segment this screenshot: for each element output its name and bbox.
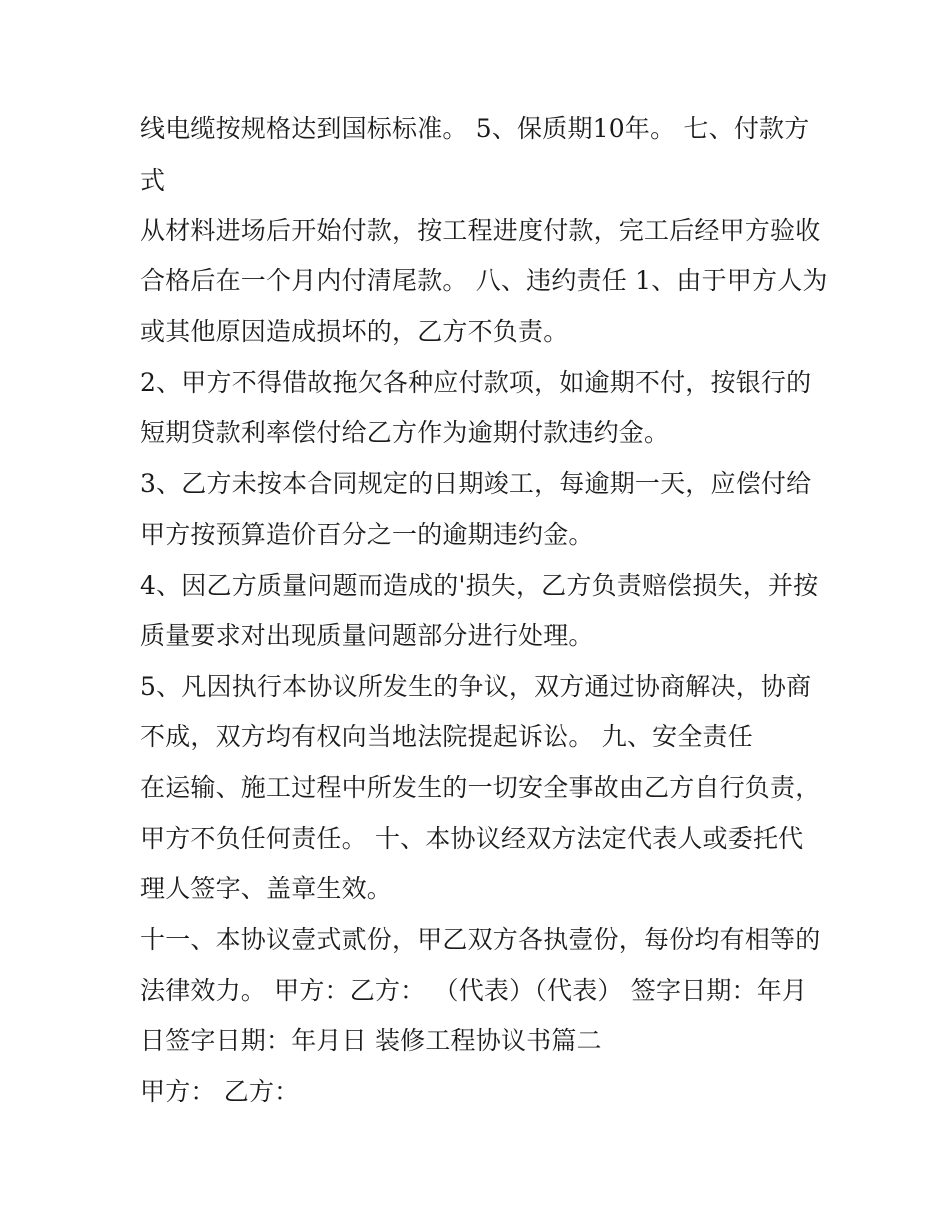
text-line-19: 日签字日期：年月日 装修工程协议书篇二 (140, 1026, 602, 1055)
text-line-18: 法律效力。 甲方：乙方： （代表）（代表） 签字日期：年月 (140, 976, 808, 1005)
text-line-12: 5、凡因执行本协议所发生的争议，双方通过协商解决，协商 (140, 672, 812, 701)
text-line-17: 十一、本协议壹式贰份，甲乙双方各执壹份，每份均有相等的 (140, 925, 821, 954)
text-line-1: 线电缆按规格达到国标标准。 5、保质期10年。 七、付款方 (140, 114, 810, 143)
text-line-14: 在运输、施工过程中所发生的一切安全事故由乙方自行负责， (140, 773, 821, 802)
text-line-8: 3、乙方未按本合同规定的日期竣工，每逾期一天，应偿付给 (140, 469, 812, 498)
text-line-15: 甲方不负任何责任。 十、本协议经双方法定代表人或委托代 (140, 824, 804, 853)
text-line-6: 2、甲方不得借故拖欠各种应付款项，如逾期不付，按银行的 (140, 368, 812, 397)
text-line-3: 从材料进场后开始付款，按工程进度付款，完工后经甲方验收 (140, 216, 821, 245)
text-line-5: 或其他原因造成损坏的，乙方不负责。 (140, 317, 569, 346)
text-line-2: 式 (140, 166, 166, 195)
text-line-9: 甲方按预算造价百分之一的逾期违约金。 (140, 520, 594, 549)
text-line-11: 质量要求对出现质量问题部分进行处理。 (140, 621, 594, 650)
text-line-13: 不成，双方均有权向当地法院提起诉讼。 九、安全责任 (140, 722, 753, 751)
text-line-16: 理人签字、盖章生效。 (140, 874, 393, 903)
text-line-7: 短期贷款利率偿付给乙方作为逾期付款违约金。 (140, 418, 670, 447)
text-line-20: 甲方： 乙方： (140, 1077, 300, 1106)
text-line-4: 合格后在一个月内付清尾款。 八、违约责任 1、由于甲方人为 (140, 266, 828, 295)
text-line-10: 4、因乙方质量问题而造成的'损失，乙方负责赔偿损失，并按 (140, 571, 819, 600)
